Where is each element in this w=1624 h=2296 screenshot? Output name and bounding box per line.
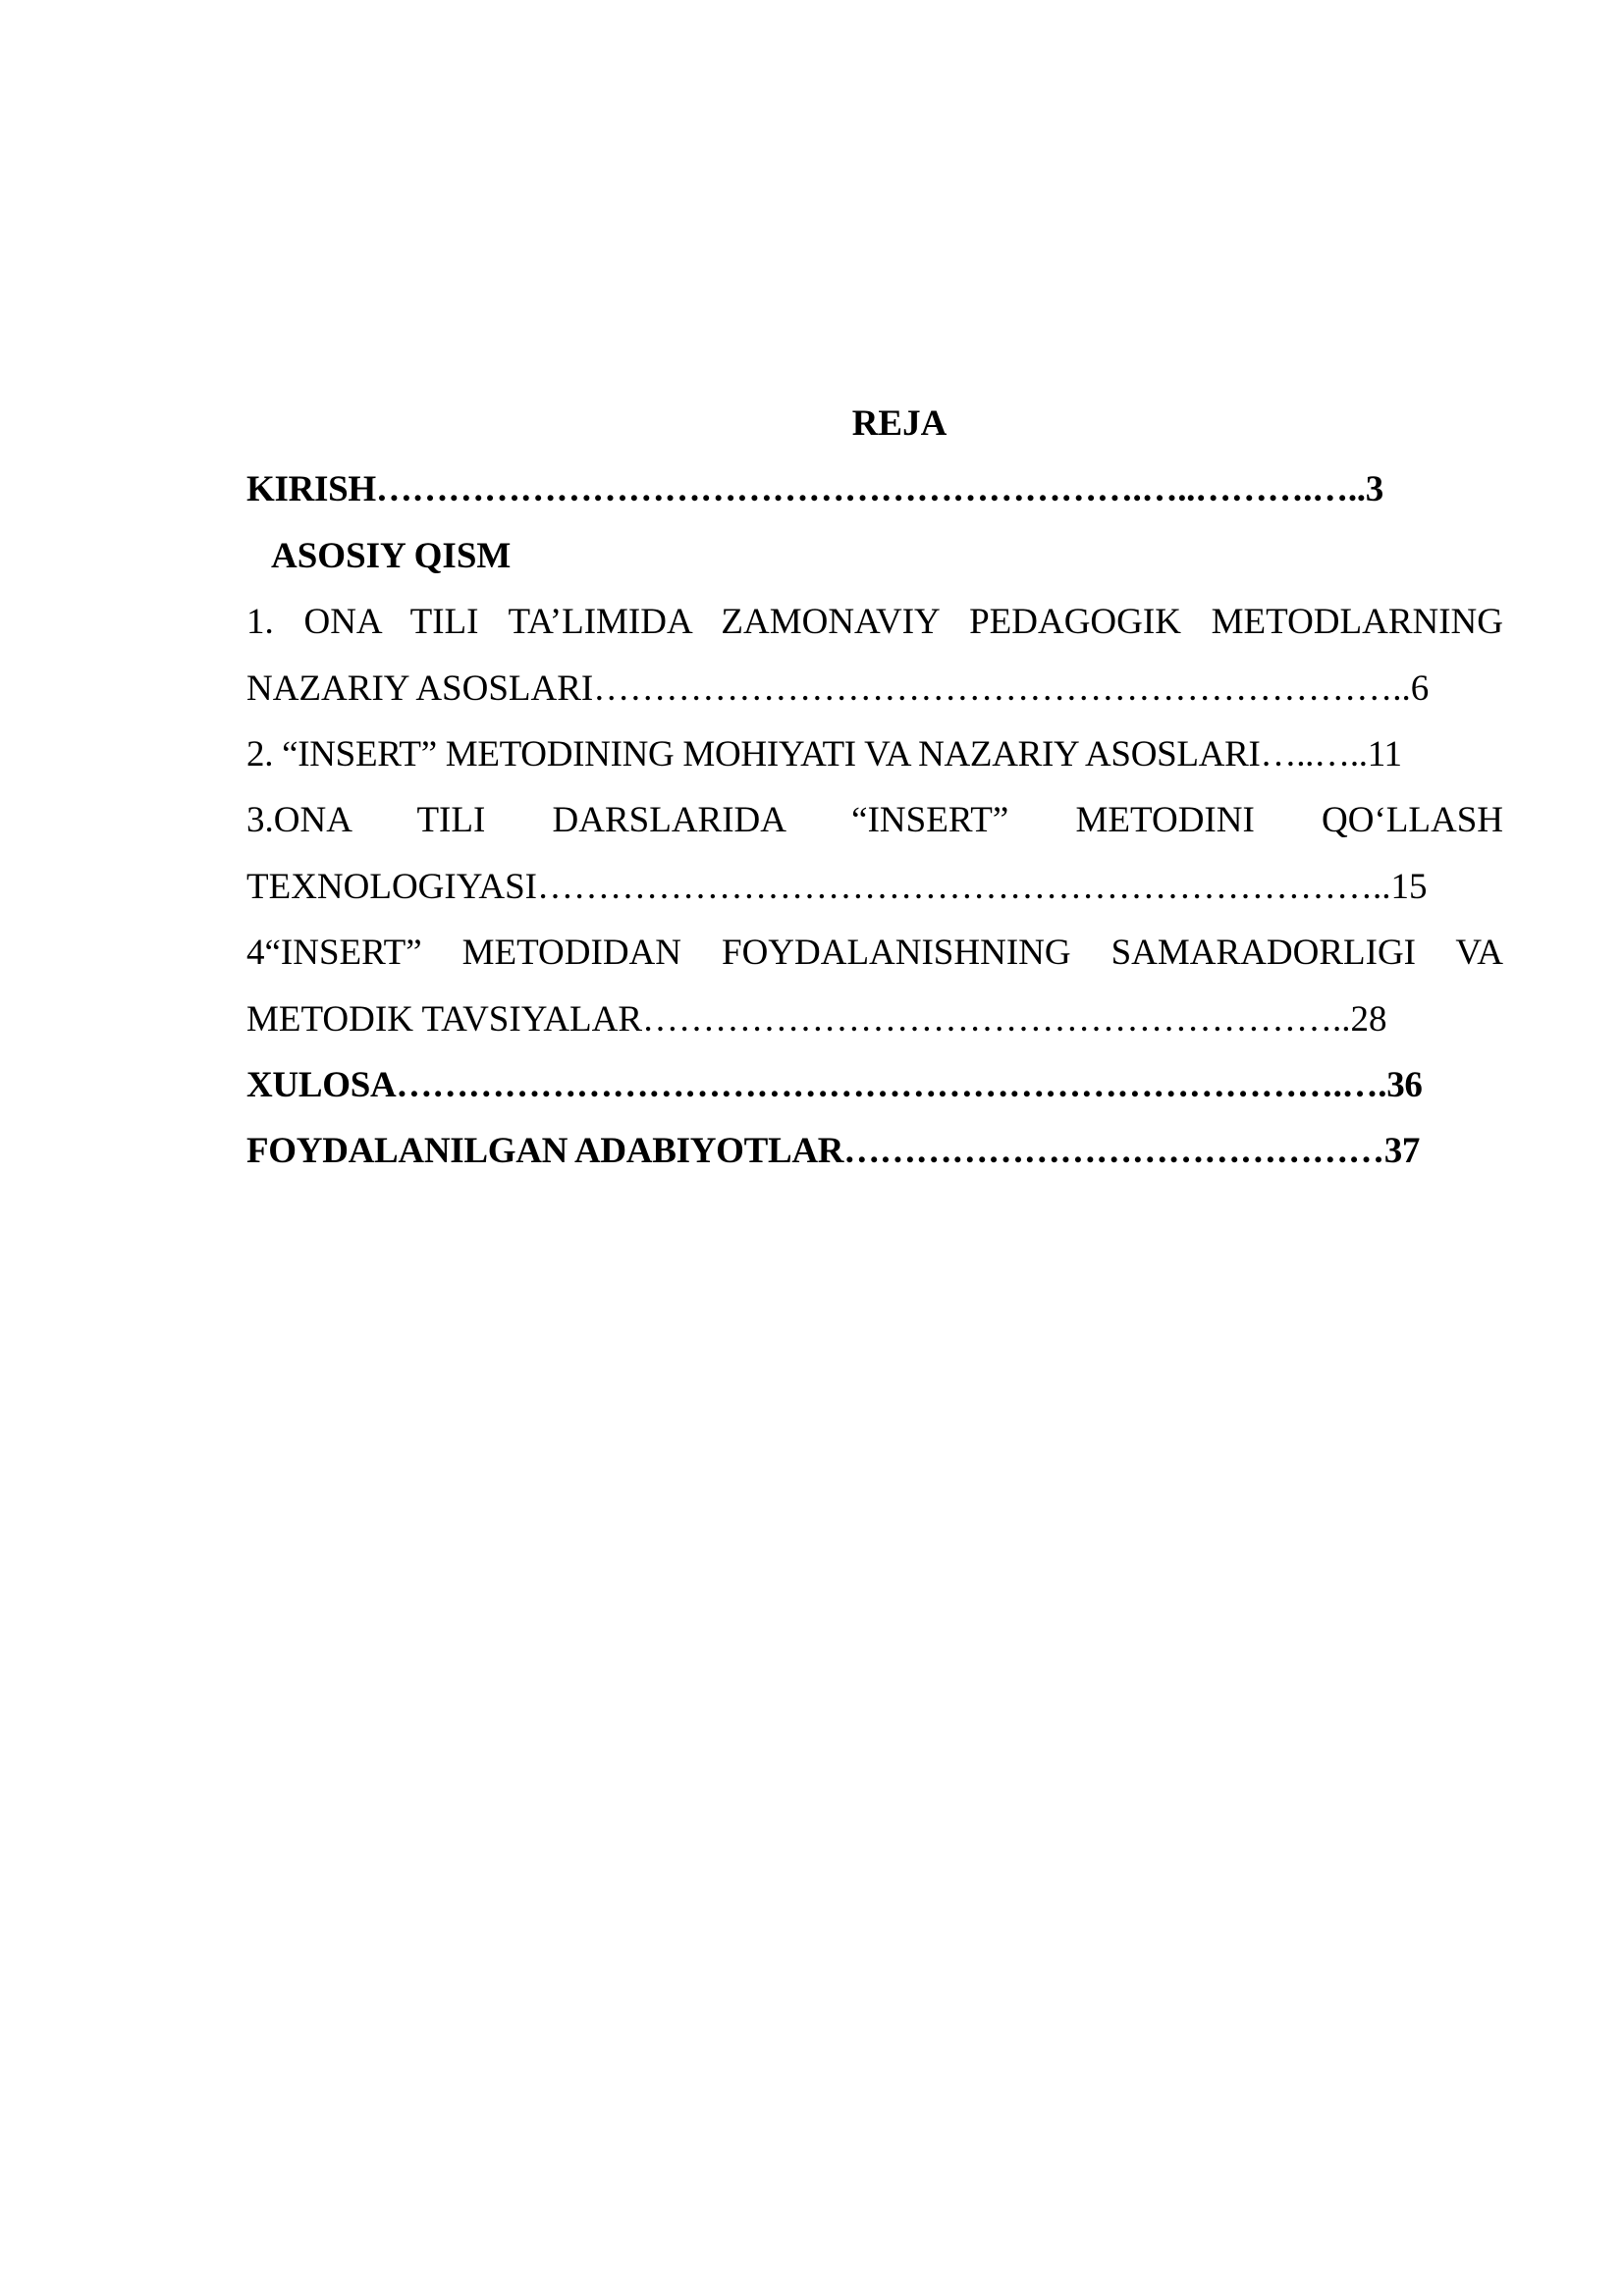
toc-entry-chapter-2: 2. “INSERT” METODINING MOHIYATI VA NAZARIY ASOSLARI…..…..11 (246, 734, 1402, 775)
toc-entry-chapter-3-line-2: TEXNOLOGIYASI……………………………………………………………..15 (246, 866, 1428, 907)
toc-entry-chapter-3-line-1: 3.ONA TILI DARSLARIDA “INSERT” METODINI QO‘LLASH (246, 800, 1503, 841)
toc-section-heading: ASOSIY QISM (271, 535, 512, 576)
toc-entry-chapter-1-line-2: NAZARIY ASOSLARI…………………………………………………………..6 (246, 667, 1430, 709)
toc-entry-xulosa: XULOSA…………………………………………………………………….….36 (246, 1065, 1423, 1106)
page-title: REJA (851, 403, 947, 444)
toc-entry-kirish: KIRISH……………………………………………………….…..……….…..3 (246, 469, 1383, 510)
toc-entry-chapter-4-line-1: 4“INSERT” METODIDAN FOYDALANISHNING SAMARADORLIGI VA (246, 933, 1503, 974)
toc-entry-adabiyotlar: FOYDALANILGAN ADABIYOTLAR………………………………………37 (246, 1131, 1421, 1172)
toc-entry-chapter-4-line-2: METODIK TAVSIYALAR…………………………………………………..28 (246, 998, 1387, 1040)
table-of-contents (246, 391, 1503, 1185)
toc-entry-chapter-1-line-1: 1. ONA TILI TA’LIMIDA ZAMONAVIY PEDAGOGIK METODLARNING (246, 602, 1503, 643)
